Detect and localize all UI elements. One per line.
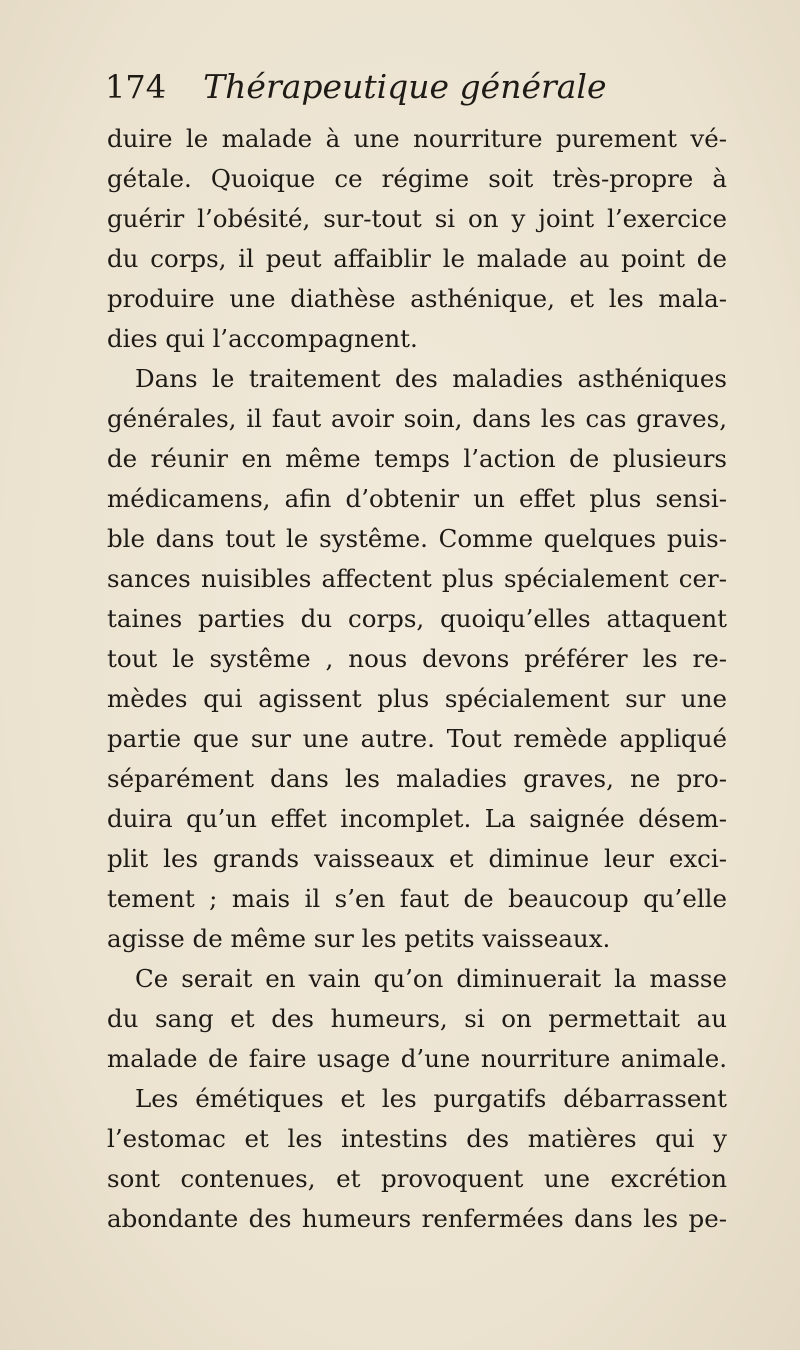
text-line: sont contenues, et provoquent une excrétion [107,1164,727,1193]
text-line: gétale. Quoique ce régime soit très-propre à [107,164,727,193]
text-line: produire une diathèse asthénique, et les mala- [107,284,727,313]
text-line: duire le malade à une nourriture purement vé- [107,124,727,153]
text-line: l’estomac et les intestins des matières qui y [107,1124,727,1153]
text-line: abondante des humeurs renfermées dans les pe- [107,1204,727,1233]
text-line: tout le systême , nous devons préférer les re- [107,644,727,673]
page-number: 174 [105,68,167,106]
text-line: malade de faire usage d’une nourriture animale. [107,1044,727,1073]
page-header [105,62,705,112]
text-line: taines parties du corps, quoiqu’elles attaquent [107,604,727,633]
text-line: médicamens, afin d’obtenir un effet plus sensi- [107,484,727,513]
text-line: agisse de même sur les petits vaisseaux. [107,924,611,953]
text-line: ble dans tout le systême. Comme quelques puis- [107,524,727,553]
running-title: Thérapeutique générale [203,67,607,106]
text-line: du sang et des humeurs, si on permettait au [107,1004,727,1033]
text-line: Les émétiques et les purgatifs débarrassent [135,1084,727,1113]
text-line: tement ; mais il s’en faut de beaucoup qu’elle [107,884,727,913]
text-line: guérir l’obésité, sur-tout si on y joint l’exercice [107,204,727,233]
text-line: mèdes qui agissent plus spécialement sur une [107,684,727,713]
text-line: partie que sur une autre. Tout remède appliqué [107,724,727,753]
text-line: plit les grands vaisseaux et diminue leur exci- [107,844,727,873]
text-line: dies qui l’accompagnent. [107,324,418,353]
text-line: Dans le traitement des maladies asthéniques [135,364,727,393]
text-line: générales, il faut avoir soin, dans les cas graves, [107,404,727,433]
text-line: Ce serait en vain qu’on diminuerait la masse [135,964,727,993]
text-line: de réunir en même temps l’action de plusieurs [107,444,727,473]
text-line: séparément dans les maladies graves, ne pro- [107,764,727,793]
text-line: sances nuisibles affectent plus spécialement cer- [107,564,727,593]
text-line: du corps, il peut affaiblir le malade au point de [107,244,727,273]
text-line: duira qu’un effet incomplet. La saignée désem- [107,804,727,833]
